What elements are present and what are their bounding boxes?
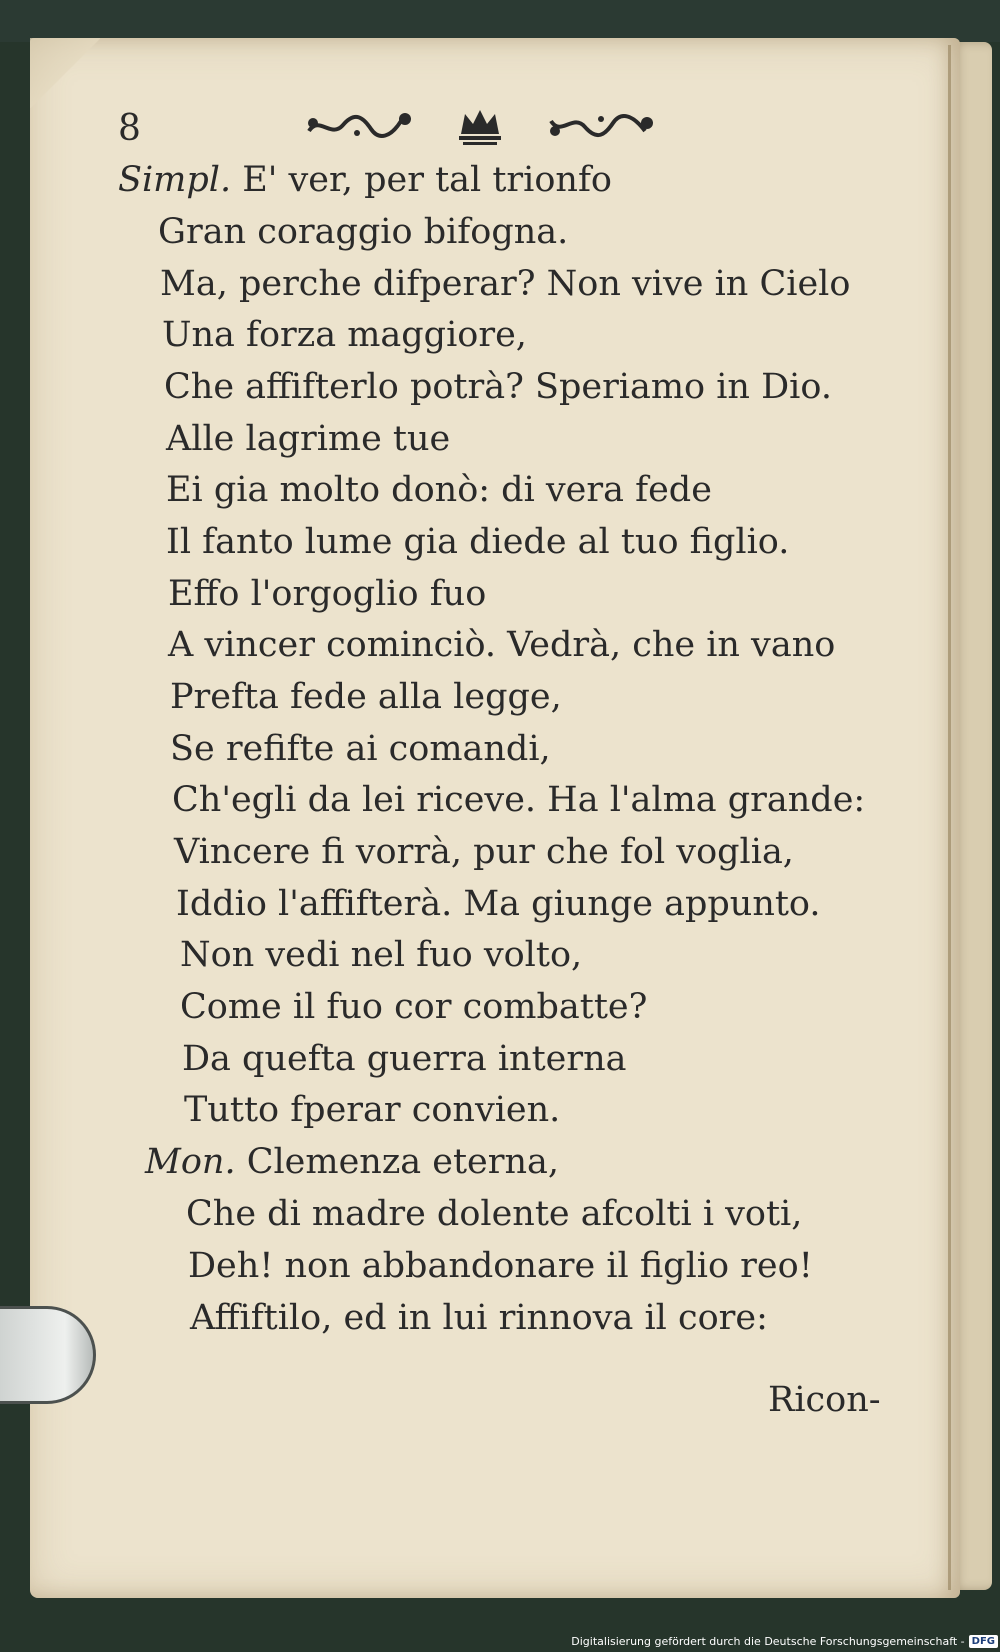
- page-fold-line: [948, 45, 951, 1590]
- verse-line: Il fanto lume gia diede al tuo figlio.: [166, 522, 790, 562]
- scroll-ornament-icon: [305, 109, 415, 143]
- verse-line: Tutto fperar convien.: [184, 1090, 561, 1130]
- verse-line: Mon. Clemenza eterna,: [145, 1142, 560, 1182]
- speaker-name: Simpl.: [118, 160, 232, 200]
- verse-line: Effo l'orgoglio fuo: [168, 574, 487, 614]
- verse-line: Ma, perche difperar? Non vive in Cielo: [160, 264, 851, 304]
- top-background-strip: [0, 0, 1000, 42]
- page-corner-fold: [30, 38, 100, 108]
- verse-line: Simpl. E' ver, per tal trionfo: [118, 160, 612, 200]
- scroll-ornament-icon: [545, 109, 655, 143]
- verse-line: Gran coraggio bifogna.: [158, 212, 569, 252]
- footer-credit: Digitalisierung gefördert durch die Deutsche Forschungsgemeinschaft -: [571, 1635, 965, 1648]
- speaker-name: Mon.: [145, 1142, 236, 1182]
- verse-line: Ch'egli da lei riceve. Ha l'alma grande:: [172, 780, 866, 820]
- verse-line: Iddio l'affifterà. Ma giunge appunto.: [176, 884, 821, 924]
- verse-line: Vincere fi vorrà, pur che fol voglia,: [174, 832, 794, 872]
- page-clip-holder: [0, 1306, 96, 1404]
- verse-line: Ei gia molto donò: di vera fede: [166, 470, 712, 510]
- catchword: Ricon-: [768, 1380, 881, 1420]
- digitization-footer: [571, 1633, 998, 1650]
- verse-line: Che di madre dolente afcolti i voti,: [186, 1194, 803, 1234]
- crown-ornament-icon: [455, 106, 505, 146]
- verse-line: Prefta fede alla legge,: [170, 677, 562, 717]
- verse-line: Una forza maggiore,: [162, 315, 527, 355]
- verse-line: Come il fuo cor combatte?: [180, 987, 648, 1027]
- verse-line: Non vedi nel fuo volto,: [180, 935, 583, 975]
- verse-line: Se refifte ai comandi,: [170, 729, 551, 769]
- verse-line: Affiftilo, ed in lui rinnova il core:: [190, 1298, 768, 1338]
- verse-line: Che affifterlo potrà? Speriamo in Dio.: [164, 367, 832, 407]
- page-number: 8: [118, 108, 141, 149]
- dfg-logo-icon: DFG: [969, 1635, 998, 1648]
- verse-line: Deh! non abbandonare il figlio reo!: [188, 1246, 813, 1286]
- verse-line: Da quefta guerra interna: [182, 1039, 627, 1079]
- verse-line: Alle lagrime tue: [166, 419, 451, 459]
- verse-line: A vincer cominciò. Vedrà, che in vano: [168, 625, 836, 665]
- header-ornament: [305, 104, 655, 148]
